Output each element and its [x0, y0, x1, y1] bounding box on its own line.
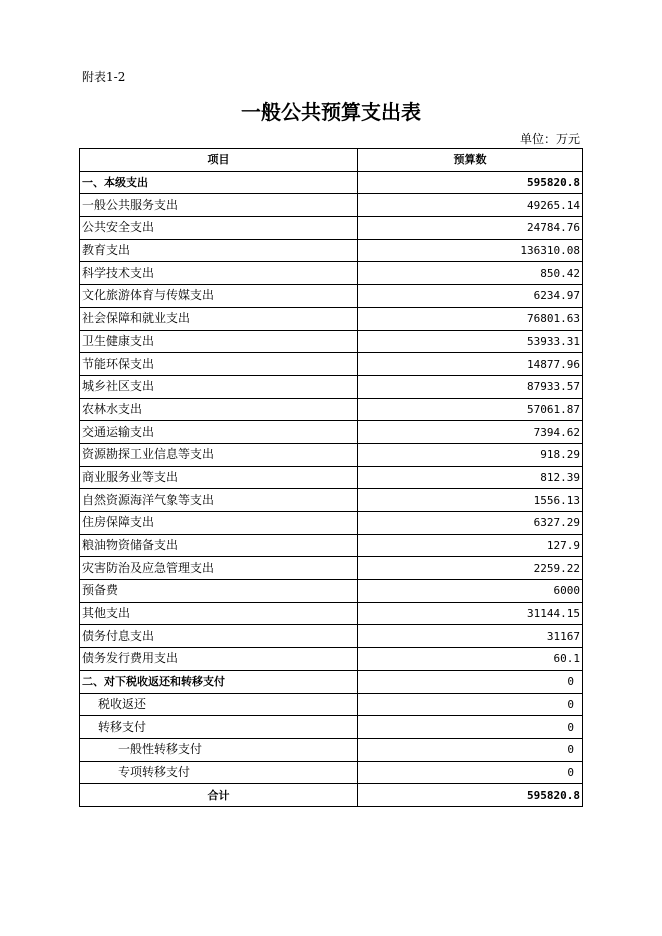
column-header-item: 项目 [80, 149, 358, 172]
row-value: 14877.96 [358, 353, 583, 376]
row-name: 公共安全支出 [80, 217, 358, 240]
row-value: 49265.14 [358, 194, 583, 217]
row-value: 76801.63 [358, 307, 583, 330]
row-name: 一、本级支出 [80, 171, 358, 194]
row-value: 6327.29 [358, 512, 583, 535]
table-row [80, 285, 583, 308]
row-name: 一般公共服务支出 [80, 194, 358, 217]
row-value: 24784.76 [358, 217, 583, 240]
row-name: 住房保障支出 [80, 512, 358, 535]
table-row [80, 353, 583, 376]
row-name: 交通运输支出 [80, 421, 358, 444]
table-row [80, 738, 583, 761]
table-row [80, 693, 583, 716]
table-row [80, 398, 583, 421]
table-row [80, 171, 583, 194]
row-name: 债务付息支出 [80, 625, 358, 648]
unit-label: 单位：万元 [519, 132, 580, 146]
row-value: 87933.57 [358, 375, 583, 398]
row-value: 812.39 [358, 466, 583, 489]
row-name: 节能环保支出 [80, 353, 358, 376]
table-row [80, 307, 583, 330]
row-value: 57061.87 [358, 398, 583, 421]
row-value: 7394.62 [358, 421, 583, 444]
row-name: 城乡社区支出 [80, 375, 358, 398]
row-name: 粮油物资储备支出 [80, 534, 358, 557]
row-value: 0 [358, 693, 583, 716]
table-row [80, 602, 583, 625]
row-value: 0 [358, 761, 583, 784]
row-name: 专项转移支付 [80, 761, 358, 784]
table-header-row [80, 149, 583, 172]
table-row [80, 262, 583, 285]
table-row [80, 512, 583, 535]
row-name: 文化旅游体育与传媒支出 [80, 285, 358, 308]
column-header-amount: 预算数 [358, 149, 583, 172]
table-row [80, 217, 583, 240]
table-row [80, 421, 583, 444]
table-total-row [80, 784, 583, 807]
table-row [80, 670, 583, 693]
table-row [80, 557, 583, 580]
row-name: 其他支出 [80, 602, 358, 625]
row-name: 科学技术支出 [80, 262, 358, 285]
total-value: 595820.8 [358, 784, 583, 807]
row-value: 1556.13 [358, 489, 583, 512]
row-name: 灾害防治及应急管理支出 [80, 557, 358, 580]
row-name: 商业服务业等支出 [80, 466, 358, 489]
row-value: 0 [358, 670, 583, 693]
table-row [80, 648, 583, 671]
table-row [80, 534, 583, 557]
budget-table [79, 148, 583, 807]
table-row [80, 239, 583, 262]
row-name: 债务发行费用支出 [80, 648, 358, 671]
table-row [80, 375, 583, 398]
row-name: 税收返还 [80, 693, 358, 716]
table-row [80, 194, 583, 217]
row-value: 127.9 [358, 534, 583, 557]
row-name: 农林水支出 [80, 398, 358, 421]
row-name: 社会保障和就业支出 [80, 307, 358, 330]
table-row [80, 761, 583, 784]
attachment-label: 附表1-2 [82, 70, 126, 84]
row-value: 53933.31 [358, 330, 583, 353]
table-row [80, 330, 583, 353]
row-value: 850.42 [358, 262, 583, 285]
row-value: 2259.22 [358, 557, 583, 580]
table-row [80, 443, 583, 466]
row-name: 卫生健康支出 [80, 330, 358, 353]
row-name: 一般性转移支付 [80, 738, 358, 761]
row-value: 6000 [358, 580, 583, 603]
table-row [80, 466, 583, 489]
row-name: 预备费 [80, 580, 358, 603]
row-value: 918.29 [358, 443, 583, 466]
table-row [80, 580, 583, 603]
table-row [80, 625, 583, 648]
table-row [80, 489, 583, 512]
row-value: 31167 [358, 625, 583, 648]
row-name: 转移支付 [80, 716, 358, 739]
row-value: 31144.15 [358, 602, 583, 625]
total-label: 合计 [80, 784, 358, 807]
row-value: 0 [358, 738, 583, 761]
row-name: 资源勘探工业信息等支出 [80, 443, 358, 466]
row-name: 教育支出 [80, 239, 358, 262]
row-value: 0 [358, 716, 583, 739]
row-name: 二、对下税收返还和转移支付 [80, 670, 358, 693]
table-row [80, 716, 583, 739]
page-title: 一般公共预算支出表 [241, 100, 421, 124]
row-value: 595820.8 [358, 171, 583, 194]
row-value: 136310.08 [358, 239, 583, 262]
row-name: 自然资源海洋气象等支出 [80, 489, 358, 512]
row-value: 60.1 [358, 648, 583, 671]
row-value: 6234.97 [358, 285, 583, 308]
